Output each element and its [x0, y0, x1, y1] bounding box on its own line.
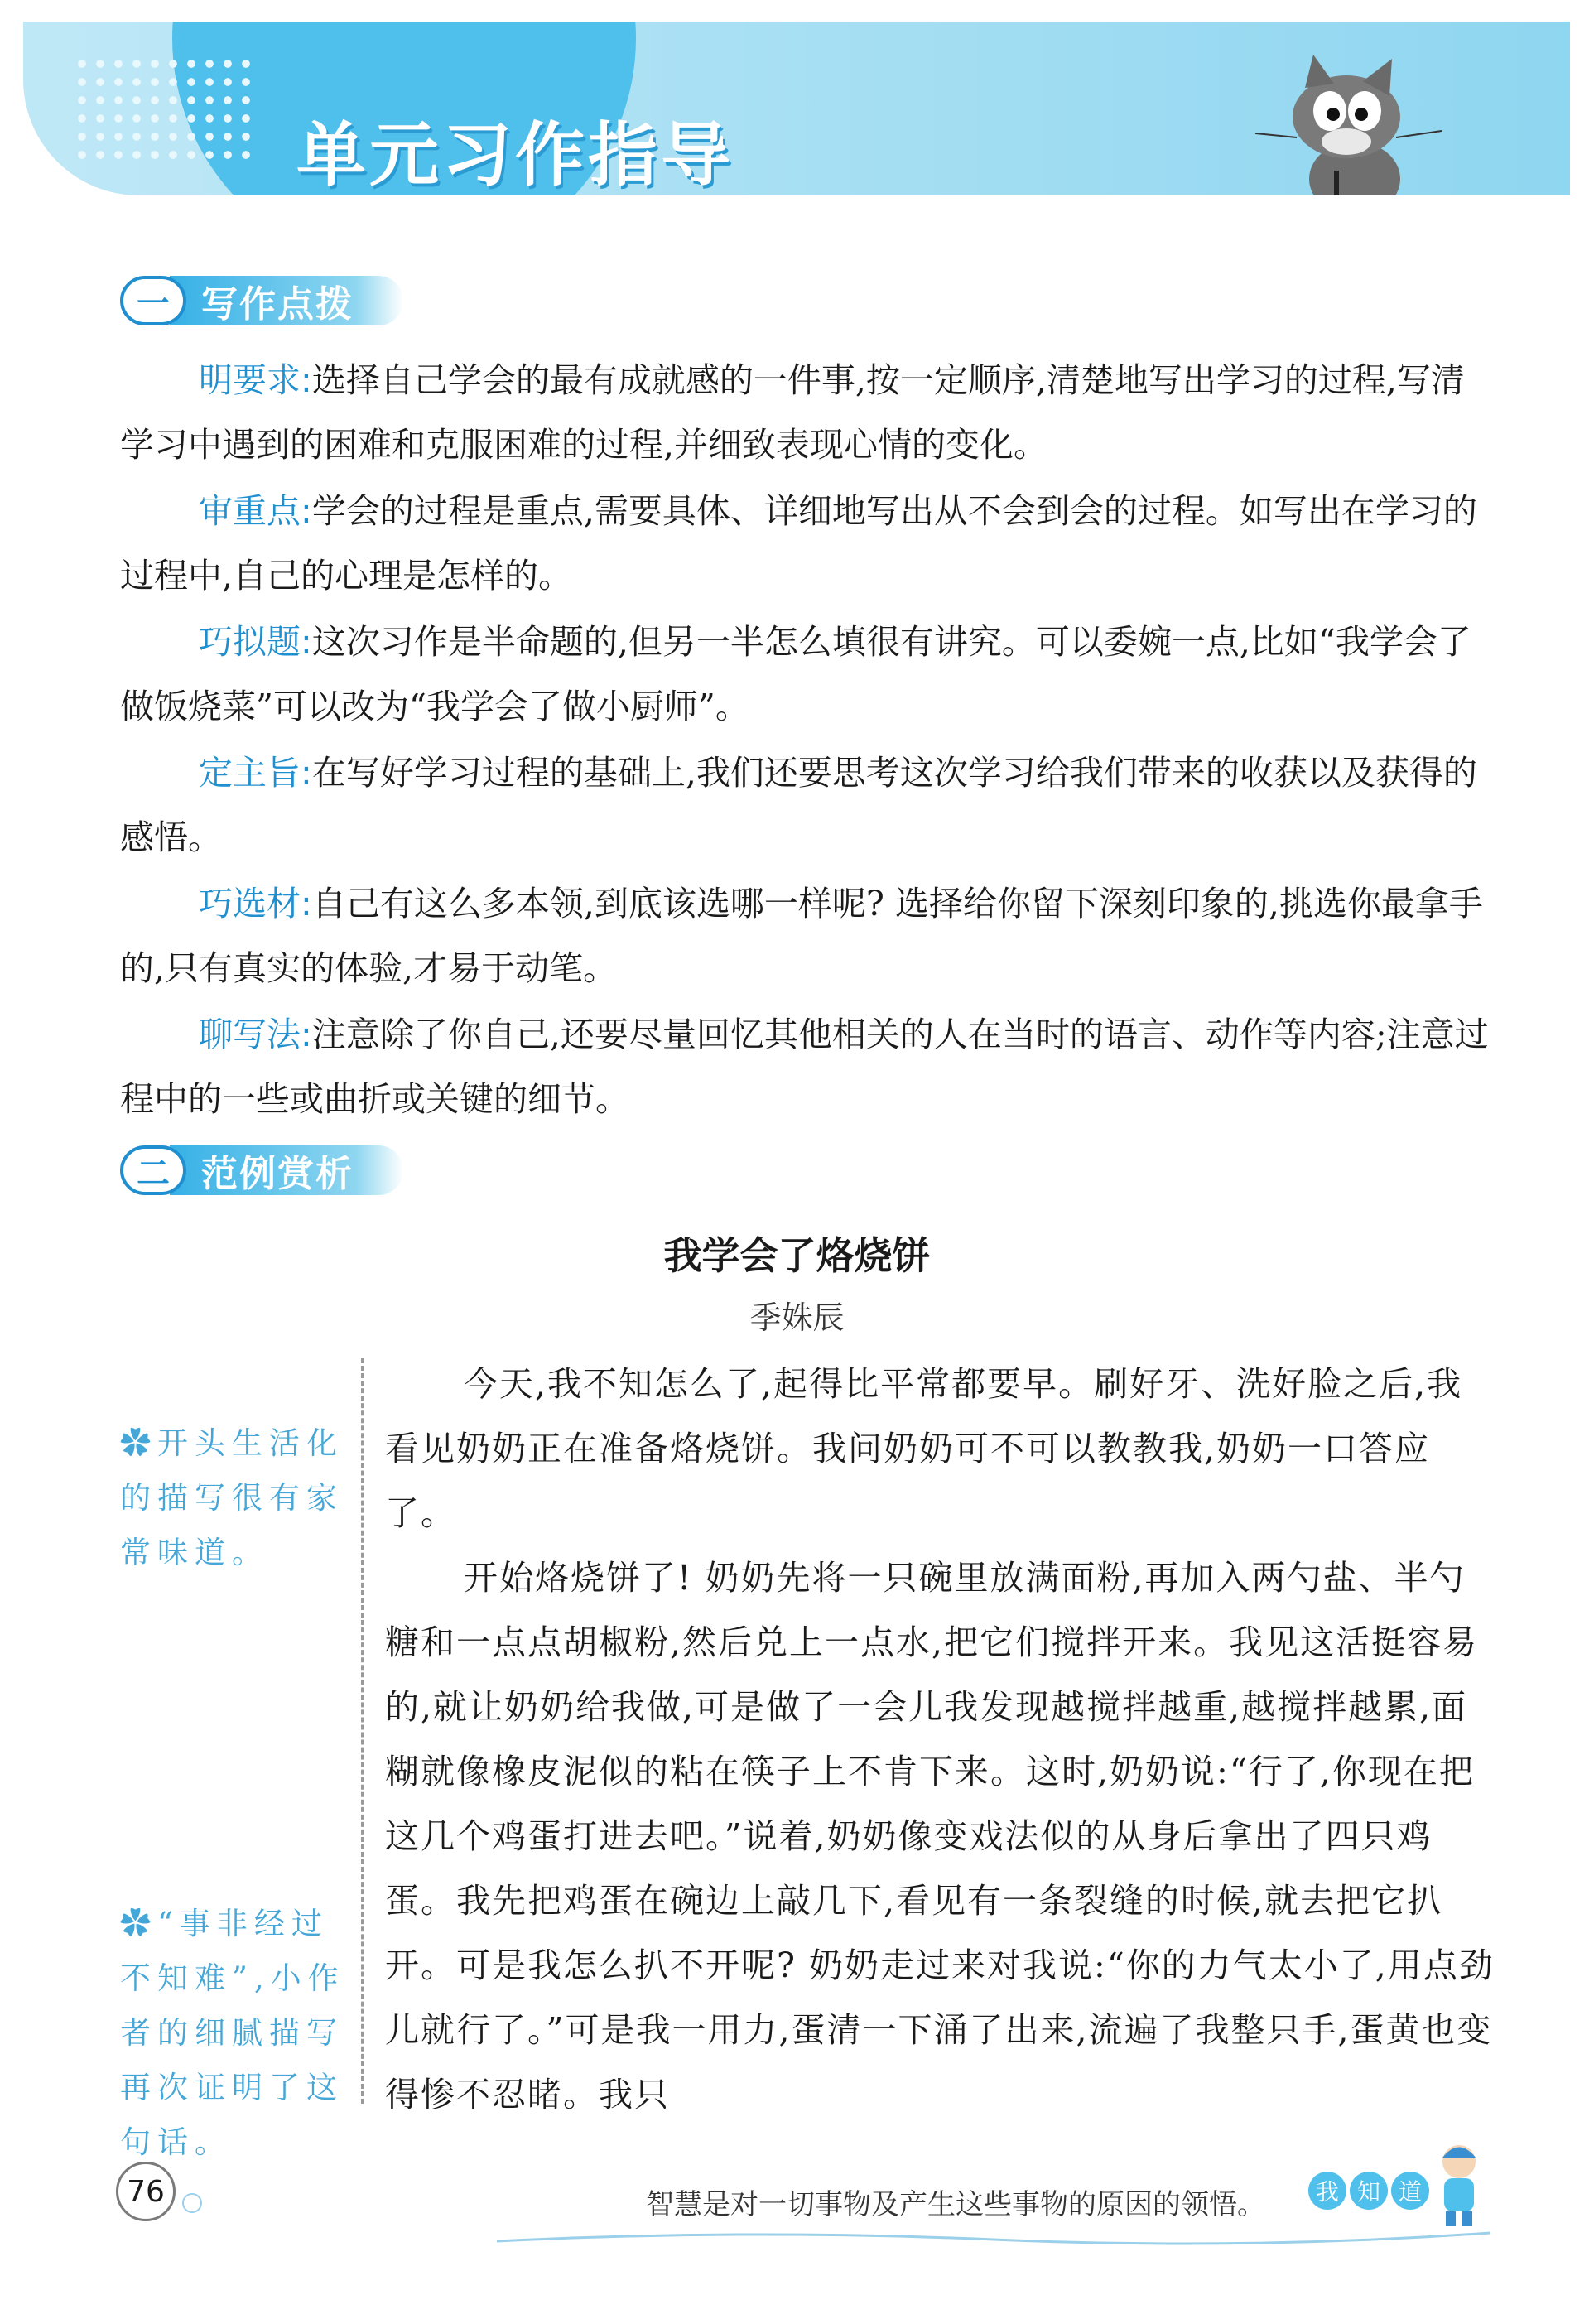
header-banner	[23, 22, 1570, 195]
section-number: 一	[120, 276, 186, 325]
tip-text: 在写好学习过程的基础上,我们还要思考这次学习给我们带来的收获以及获得的感悟。	[120, 753, 1477, 857]
footer-quote: 智慧是对一切事物及产生这些事物的原因的领悟。	[646, 2188, 1265, 2221]
tip-text: 这次习作是半命题的,但另一半怎么填很有讲究。可以委婉一点,比如“我学会了做饭烧菜”可以改为“我学会了做小厨师”。	[120, 622, 1471, 726]
section-label: 范例赏析	[170, 1145, 403, 1195]
page-title: 单元习作指导	[296, 114, 734, 195]
tip-paragraph	[120, 479, 1495, 608]
tip-label: 巧选材:	[199, 884, 312, 923]
margin-divider	[361, 1358, 364, 2104]
page-number: 76	[116, 2162, 176, 2221]
essay-author: 季姝辰	[749, 1299, 845, 1336]
tip-label: 定主旨:	[199, 753, 312, 793]
footer-badges	[1308, 2172, 1429, 2210]
essay-paragraph: 今天,我不知怎么了,起得比平常都要早。刷好牙、洗好脸之后,我看见奶奶正在准备烙烧饼。我问奶奶可不可以教教我,奶奶一口答应了。	[385, 1364, 1463, 1533]
tip-paragraph	[120, 348, 1495, 477]
margin-note: ✿“事非经过不知难”,小作者的细腻描写再次证明了这句话。	[120, 1906, 345, 2160]
tip-text: 自己有这么多本领,到底该选哪一样呢? 选择给你留下深刻印象的,挑选你最拿手的,只有真实的体验,才易于动笔。	[120, 884, 1483, 988]
cartoon-kid-icon	[1426, 2137, 1492, 2228]
footer-badge: 道	[1391, 2172, 1429, 2210]
section-number: 二	[120, 1145, 186, 1195]
tip-paragraph	[120, 1002, 1495, 1131]
tip-paragraph	[120, 740, 1495, 870]
tip-label: 审重点:	[199, 491, 312, 531]
section-heading-writing-tips	[120, 273, 403, 328]
tip-text: 学会的过程是重点,需要具体、详细地写出从不会到会的过程。如写出在学习的过程中,自己的心理是怎样的。	[120, 491, 1477, 595]
tip-text: 选择自己学会的最有成就感的一件事,按一定顺序,清楚地写出学习的过程,写清学习中遇到的困难和克服困难的过程,并细致表现心情的变化。	[120, 360, 1465, 465]
essay-title: 我学会了烙烧饼	[663, 1233, 931, 1278]
footer-badge: 知	[1350, 2172, 1388, 2210]
cartoon-cat-icon	[1247, 55, 1454, 195]
tip-paragraph	[120, 871, 1495, 1000]
section-label: 写作点拨	[170, 276, 403, 325]
tip-text: 注意除了你自己,还要尽量回忆其他相关的人在当时的语言、动作等内容;注意过程中的一些或曲折或关键的细节。	[120, 1015, 1489, 1119]
margin-note: ✿开头生活化的描写很有家常味道。	[120, 1425, 344, 1570]
footer-badge: 我	[1308, 2172, 1346, 2210]
tip-label: 明要求:	[199, 360, 312, 400]
essay-paragraph: 开始烙烧饼了! 奶奶先将一只碗里放满面粉,再加入两勺盐、半勺糖和一点点胡椒粉,然后兑上一点水,把它们搅拌开来。我见这活挺容易的,就让奶奶给我做,可是做了一会儿我发现越搅拌越重,越搅拌越累,面糊就像橡皮泥似的粘在筷子上不肯下来。这时,奶奶说:“行了,你现在把这几个鸡蛋打进去吧。”说着,奶奶像变戏法似的从身后拿出了四只鸡蛋。我先把鸡蛋在碗边上敲几下,看见有一条裂缝的时候,就去把它扒开。可是我怎么扒不开呢? 奶奶走过来对我说:“你的力气太小了,用点劲儿就行了。”可是我一用力,蛋清一下涌了出来,流遍了我整只手,蛋黄也变得惨不忍睹。我只	[385, 1558, 1495, 2114]
banner-dot-pattern	[73, 55, 255, 162]
tip-paragraph	[120, 610, 1495, 739]
tip-label: 聊写法:	[199, 1015, 312, 1054]
section-heading-example	[120, 1143, 403, 1198]
page-dot-decoration	[182, 2193, 202, 2213]
footer-wave-decoration	[497, 2225, 1490, 2249]
tip-label: 巧拟题:	[199, 622, 312, 662]
